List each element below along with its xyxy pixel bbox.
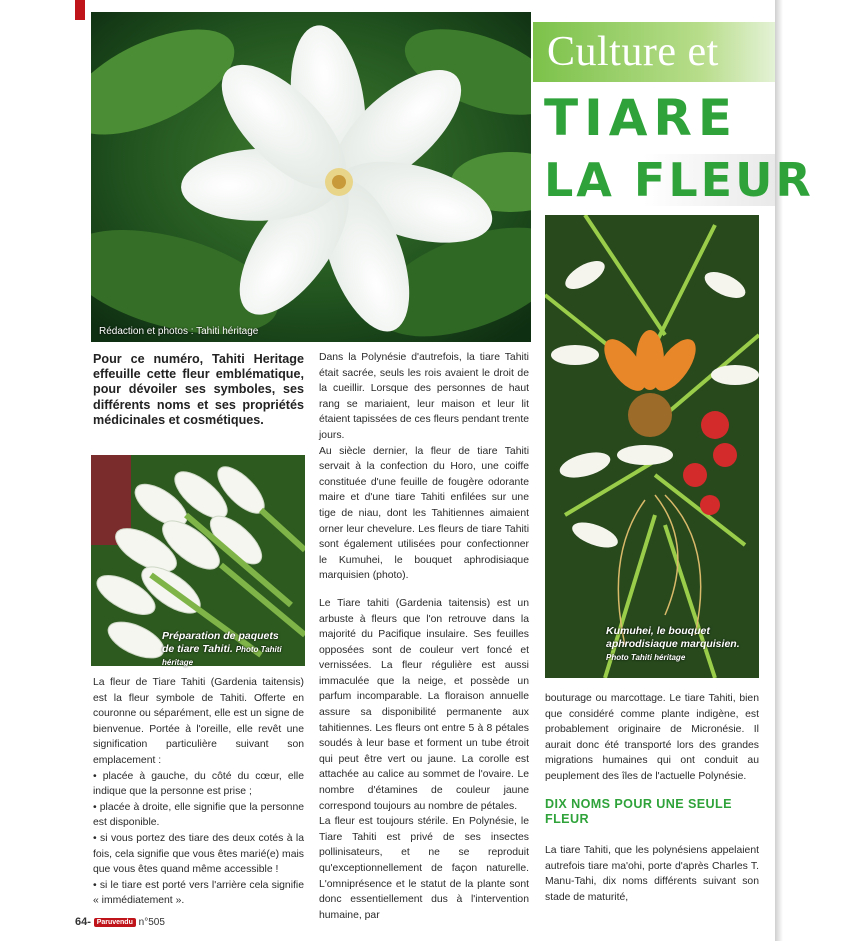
- col1-bullet-3: • si vous portez des tiare des deux cotés à la fois, cela signifie que vous êtes marié(e) mais que vous êtes quand même accessible !: [93, 832, 304, 876]
- col2-paragraph-3: Le Tiare tahiti (Gardenia taitensis) est un arbuste à fleurs que l'on retrouve dans la majorité du Pacifique insulaire. Ses feuilles opposées sont de couleur vert foncé et vernissées. La fleur régulière est aussi immaculée que la neige, et possède un parfum incomparable. La floraison annuelle assure sa disponibilité permanente aux tahitiennes. Les fleurs ont entre 5 à 8 pétales soudés à leur base et forment un tube étroit qui peut être vert ou jaune. La corolle est attachée au calice au sommet de l'ovaire. Le nombre d'étamines de couleur jaune correspond toujours au nombre de pétales.: [319, 597, 529, 812]
- page-number: 64-: [75, 916, 91, 928]
- col1-bullet-4: • si le tiare est porté vers l'arrière cela signifie « immédiatement ».: [93, 879, 304, 907]
- title-la-fleur: LA FLEUR: [544, 153, 814, 207]
- col2-paragraph-1: Dans la Polynésie d'autrefois, la tiare Tahiti était sacrée, seuls les rois avaient le droit de la cueillir. Lorsque des personnes de haut rang se mariaient, leur maison et leur lit étaient tapissées de ces fleurs pendant trente jours.: [319, 352, 529, 441]
- caption-left-line2: de tiare Tahiti.: [162, 643, 233, 655]
- page-footer: [75, 916, 165, 928]
- col1-bullet-2: • placée à droite, elle signifie que la personne est disponible.: [93, 801, 304, 829]
- col1-bullet-1: • placée à gauche, du côté du cœur, elle indique que la personne est prise ;: [93, 770, 304, 798]
- col3-paragraph-2: La tiare Tahiti, que les polynésiens appelaient autrefois tiare ma'ohi, porte d'après Charles T. Manu-Tahi, dix noms différents suivant son stade de maturité,: [545, 845, 759, 903]
- caption-left-credit: Photo Tahiti héritage: [162, 645, 282, 667]
- kumuhei-bouquet-photo: [545, 215, 759, 678]
- column-3-bottom: [545, 843, 759, 905]
- col2-paragraph-4: La fleur est toujours stérile. En Polynésie, le Tiare Tahiti est privé de ses insectes pollinisateurs, et ne se reproduit qu'exceptionnellement de façon naturelle. L'omniprésence et le statut de la plante sont donc essentiellement dus à l'intervention humaine, par: [319, 816, 529, 921]
- photo-credit: Rédaction et photos : Tahiti héritage: [99, 326, 259, 337]
- page-edge-shadow: [775, 0, 783, 941]
- caption-left-line1: Préparation de paquets: [162, 630, 279, 642]
- lead-paragraph: Pour ce numéro, Tahiti Heritage effeuille cette fleur emblématique, pour dévoiler ses symboles, ses différents noms et ses propriétés médicinales et cosmétiques.: [93, 352, 304, 427]
- column-3-top: [545, 691, 759, 785]
- caption-right-line2: aphrodisiaque marquisien.: [606, 638, 740, 650]
- col2-paragraph-2: Au siècle dernier, la fleur de tiare Tahiti servait à la confection du Horo, une coiffe constituée d'une feuille de fougère odorante maire et d'une tiare Tahiti enfilées sur une tige de niau, dont les Tahitiennes aimaient orner leur chevelure. Les fleurs de tiare Tahiti sont également utilisées pour confectionner le Kumuhei, le bouquet aphrodisiaque marquisien (photo).: [319, 445, 529, 582]
- title-tiare: TIARE: [544, 89, 739, 147]
- column-1: [93, 675, 304, 909]
- main-tiare-flower-photo: [91, 12, 531, 342]
- culture-banner: [533, 22, 775, 82]
- issue-number: n°505: [138, 917, 165, 928]
- col3-paragraph-1: bouturage ou marcottage. Le tiare Tahiti, bien que considéré comme plante indigène, est probablement originaire de Micronésie. Il aurait donc été transporté lors des grandes migrations humaines qui ont conduit au peuplement des îles de l'actuelle Polynésie.: [545, 693, 759, 782]
- caption-right: [606, 625, 756, 664]
- col1-intro: La fleur de Tiare Tahiti (Gardenia taitensis) est la fleur symbole de Tahiti. Offerte en couronne ou séparément, elle est un signe de bienvenue. Portée à l'oreille, elle revêt une signification particulière suivant son emplacement :: [93, 677, 304, 766]
- caption-left: [162, 630, 305, 669]
- caption-right-line1: Kumuhei, le bouquet: [606, 625, 710, 637]
- page-corner-mark: [75, 0, 85, 20]
- column-2: [319, 350, 529, 923]
- magazine-logo: Paruvendu: [94, 918, 136, 927]
- culture-label: Culture et: [547, 29, 719, 75]
- caption-right-credit: Photo Tahiti héritage: [606, 653, 686, 662]
- section-heading: DIX NOMS POUR UNE SEULE FLEUR: [545, 797, 732, 826]
